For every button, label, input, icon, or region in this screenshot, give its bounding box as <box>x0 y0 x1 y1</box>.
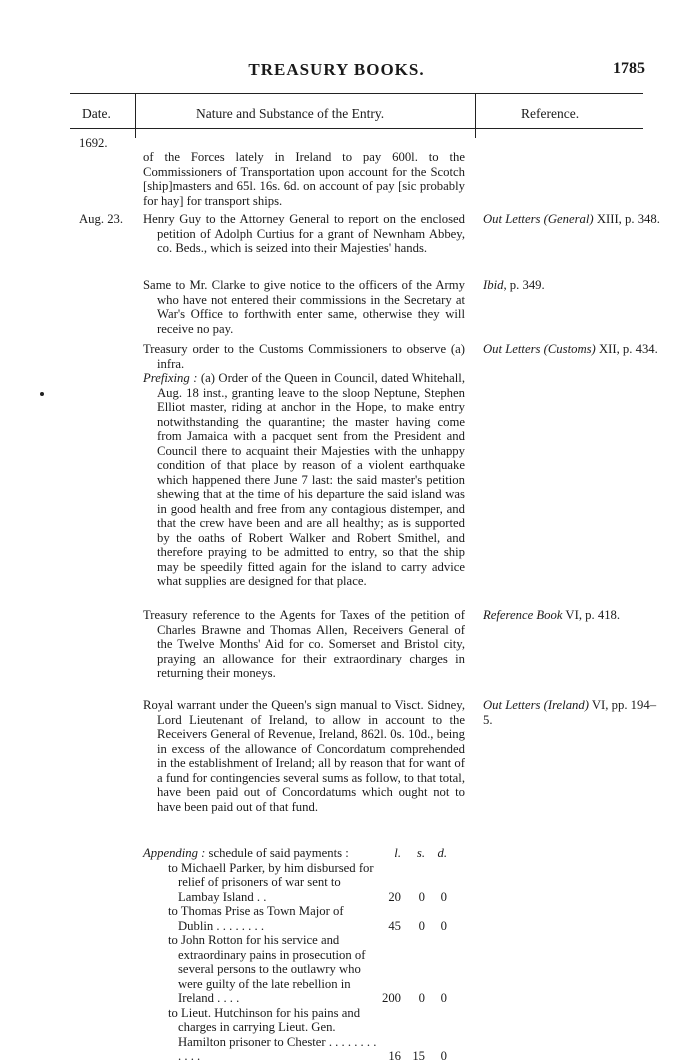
reference-title: Out Letters (General) <box>483 212 594 226</box>
prefixing-text: (a) Order of the Queen in Council, dated Whitehall, Aug. 18 inst., granting leave to the sloop Neptune, Stephen Elliot master, riding at anchor in the Hope, to make entry notwithstanding the quarantine; the master having come from Jamaica with a pacquet sent from the President and Council there to acquaint their Majesties with the unhappy condition of that place by reason of a violent earthquake which happened there June 7 last: the said master's petition shewing that at the time of his departure the said island was in good health and free from any contagious distemper, and that the crew have been and are all healthy; as is supported by the oaths of Robert Walker and Robert Smithel, and therefore praying to be admitted to entry, so that the ship may be speedily fitted again for the island to carry advice what supplies are designed for that place. <box>157 371 465 588</box>
reference-detail: XII, p. 434. <box>595 342 658 356</box>
pence-amount: 0 <box>440 889 447 904</box>
reference-entry <box>483 608 661 623</box>
reference-entry <box>483 212 661 227</box>
schedule-row <box>143 861 473 905</box>
reference-detail: VI, pp. 194–5. <box>483 698 657 727</box>
shillings-heading: s. <box>416 846 425 860</box>
entry-customs-order <box>143 342 465 589</box>
pounds-amount: 200 <box>381 991 401 1005</box>
reference-entry <box>483 698 661 727</box>
shillings-amount: 0 <box>418 918 425 933</box>
year-label: 1692. <box>79 136 108 150</box>
reference-title: Out Letters (Customs) <box>483 342 596 356</box>
shillings-amount: 0 <box>418 991 425 1005</box>
payment-schedule <box>143 846 473 1064</box>
prefixing-label: Prefixing : <box>143 371 198 385</box>
reference-title: Out Letters (Ireland) <box>483 698 589 712</box>
shillings-amount: 15 <box>412 1049 425 1063</box>
column-head-date: Date. <box>82 106 111 121</box>
schedule-row <box>143 904 473 933</box>
reference-entry <box>483 278 661 293</box>
page-number: 1785 <box>613 60 645 77</box>
column-divider-date <box>135 94 136 138</box>
entry-attorney-general <box>143 212 465 256</box>
running-title: TREASURY BOOKS. <box>248 60 425 79</box>
reference-detail: XIII, p. 348. <box>593 212 660 226</box>
pence-amount: 0 <box>440 918 447 933</box>
schedule-item: to John Rotton for his service and extraordinary pains in prosecution of several persons to the outlawry who were guilty of the late rebellion in Ireland . . . . <box>168 933 366 1005</box>
column-divider-reference <box>475 94 476 138</box>
pence-amount: 0 <box>440 1049 447 1063</box>
column-head-reference: Reference. <box>521 106 580 121</box>
schedule-intro: schedule of said payments : <box>208 846 349 860</box>
schedule-item: to Michaell Parker, by him disbursed for relief of prisoners of war sent to Lambay Island . . <box>168 860 374 904</box>
schedule-item: to Thomas Prise as Town Major of Dublin . . . . . . . . <box>168 904 344 933</box>
schedule-row <box>143 933 473 1006</box>
continuation-text: of the Forces lately in Ireland to pay 600l. to the Commissioners of Transportation upon account for the Scotch [ship]masters and 65l. 16s. 6d. on account of pay [sic probably for hay] for transport ships. <box>143 150 465 208</box>
entry-text: Treasury order to the Customs Commissioners to observe (a) infra. <box>143 342 465 371</box>
margin-dot <box>40 392 44 396</box>
schedule-heading <box>143 846 473 861</box>
reference-title: Ibid <box>483 278 504 292</box>
column-head-nature: Nature and Substance of the Entry. <box>196 106 385 121</box>
entry-royal-warrant <box>143 698 465 814</box>
appending-label: Appending : <box>143 846 206 860</box>
header-rule-bottom <box>70 128 643 129</box>
pounds-amount: 45 <box>388 918 401 933</box>
reference-title: Reference Book <box>483 608 563 622</box>
entry-mr-clarke <box>143 278 465 336</box>
reference-detail: , p. 349. <box>503 278 545 292</box>
header-rule-top <box>70 93 643 94</box>
schedule-row <box>143 1006 473 1064</box>
reference-detail: VI, p. 418. <box>562 608 621 622</box>
reference-entry <box>483 342 661 357</box>
pounds-heading: l. <box>394 846 401 860</box>
pounds-amount: 20 <box>388 889 401 904</box>
entry-text: Treasury reference to the Agents for Taxes of the petition of Charles Brawne and Thomas Allen, Receivers General of the Twelve Months' Aid for co. Somerset and Bristol city, praying an allowance for their extraordinary charges in returning their moneys. <box>143 608 465 680</box>
pence-heading: d. <box>437 846 447 860</box>
entry-agents-for-taxes <box>143 608 465 681</box>
prefixing-entry <box>143 371 465 589</box>
schedule-item: to Lieut. Hutchinson for his pains and charges in carrying Lieut. Gen. Hamilton prisoner to Chester . . . . . . . . . . . . <box>168 1005 377 1063</box>
entry-text: Royal warrant under the Queen's sign manual to Visct. Sidney, Lord Lieutenant of Ireland, to allow in account to the Receivers General of Revenue, Ireland, 862l. 0s. 10d., being in excess of the allowance of Concordatum comprehended in the establishment of Ireland; all by reason that for want of a fund for contingencies several sums as follow, to that total, have been paid out of Concordatums which ought not to have been paid out of that fund. <box>143 698 465 814</box>
entry-text: Henry Guy to the Attorney General to report on the enclosed petition of Adolph Curtius for a grant of Newnham Abbey, co. Beds., which is seized into their Majesties' hands. <box>143 212 465 255</box>
entry-date: Aug. 23. <box>79 212 124 226</box>
pounds-amount: 16 <box>388 1049 401 1063</box>
continuation-entry <box>143 150 465 208</box>
entry-text: Same to Mr. Clarke to give notice to the officers of the Army who have not entered their commissions in the Secretary at War's Office to forthwith enter same, otherwise they will receive no pay. <box>143 278 465 336</box>
shillings-amount: 0 <box>418 889 425 904</box>
pence-amount: 0 <box>440 991 447 1005</box>
